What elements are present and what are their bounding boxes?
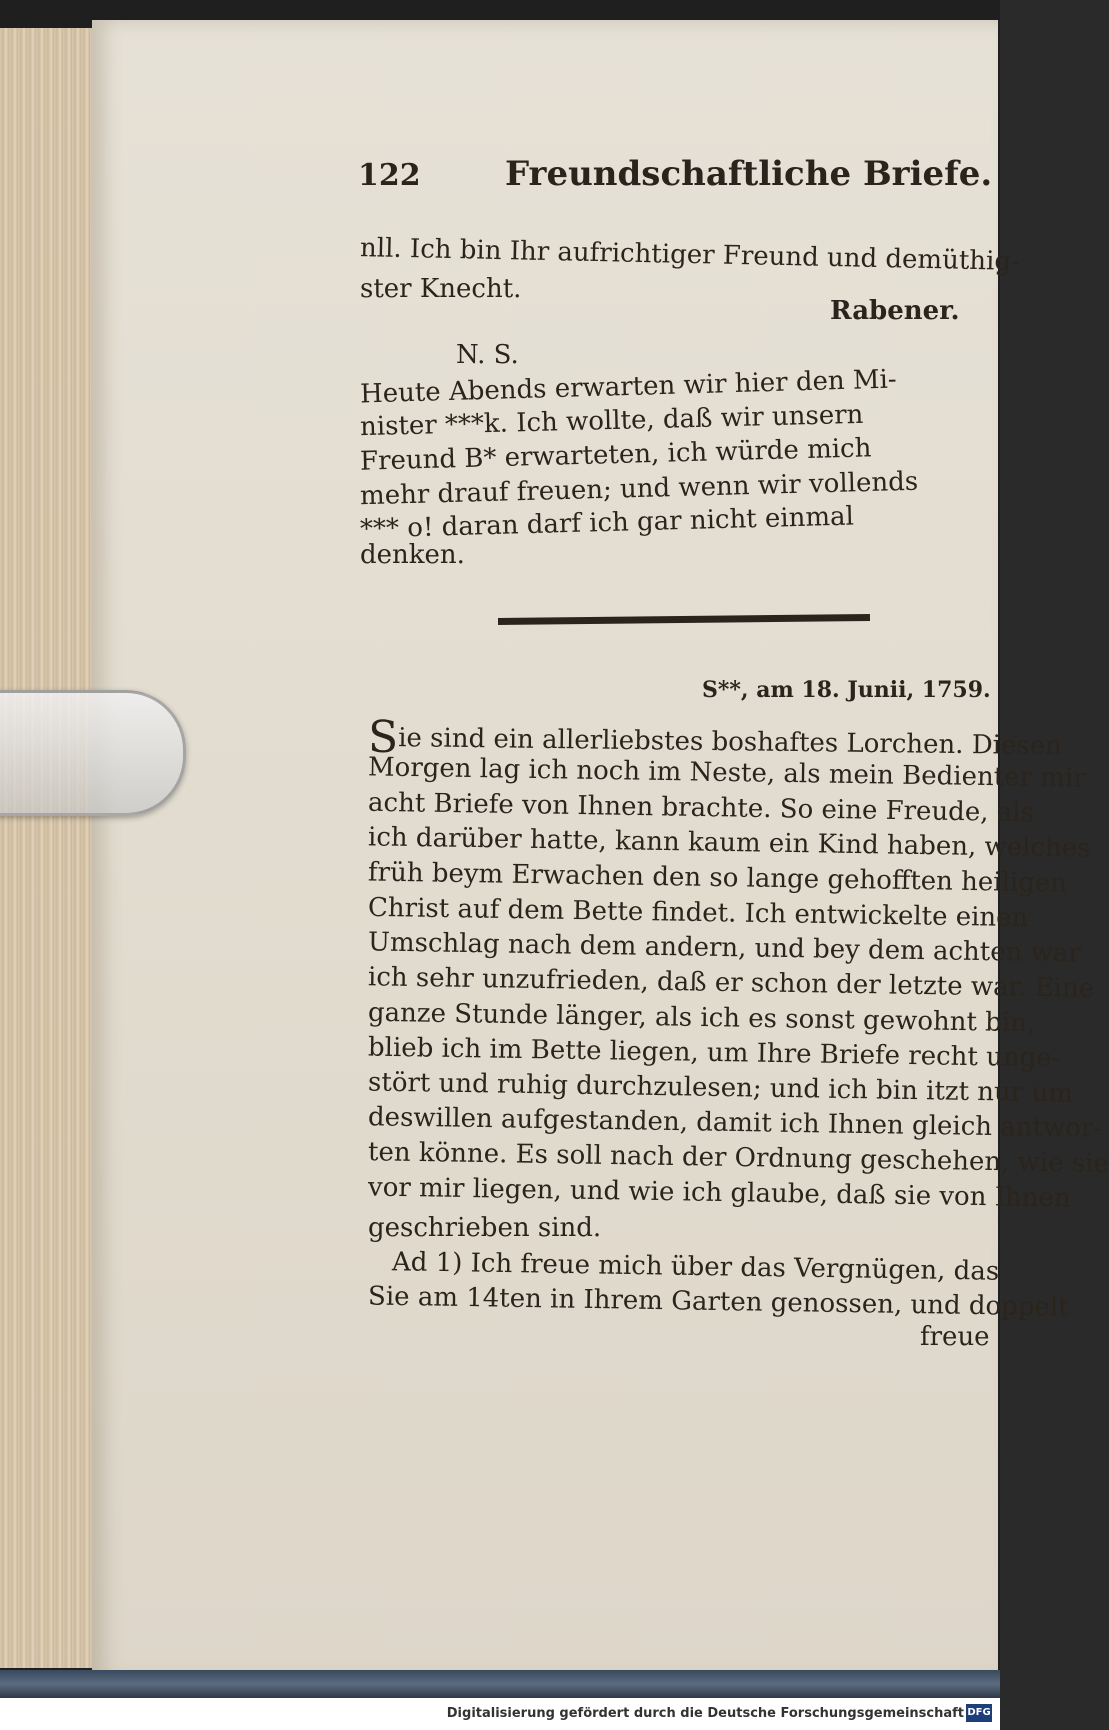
body-line: Umschlag nach dem andern, und bey dem achten war: [367, 927, 1082, 969]
postscript-line: Freund B* erwarteten, ich würde mich: [359, 433, 872, 477]
book-bottom-edge: [0, 1670, 1000, 1698]
body-line: ich sehr unzufrieden, daß er schon der letzte war. Eine: [367, 962, 1095, 1004]
book-clip: [0, 690, 186, 816]
body-line: deswillen aufgestanden, damit ich Ihnen gleich antwor-: [367, 1102, 1103, 1144]
body-line: geschrieben sind.: [368, 1213, 602, 1243]
postscript-line: Heute Abends erwarten wir hier den Mi-: [359, 364, 898, 410]
dateline: S**, am 18. Junii, 1759.: [702, 677, 991, 703]
body-line: vor mir liegen, und wie ich glaube, daß sie von Ihnen: [367, 1172, 1071, 1214]
drop-cap: S: [367, 711, 399, 764]
catchword: freue: [920, 1322, 990, 1352]
body-line: ten könne. Es soll nach der Ordnung geschehen, wie sie: [367, 1137, 1109, 1179]
body-line: früh beym Erwachen den so lange gehofften heiligen: [367, 857, 1068, 899]
page-stack-edge: [0, 28, 102, 1668]
page-number: 122: [358, 158, 421, 193]
digitization-credit: Digitalisierung gefördert durch die Deutsche Forschungsgemeinschaft: [446, 1706, 964, 1721]
running-title: Freundschaftliche Briefe.: [505, 154, 993, 194]
letter-end-line: ster Knecht.: [360, 274, 522, 304]
body-line: Morgen lag ich noch im Neste, als mein Bedienter mir: [367, 752, 1086, 794]
body-line: blieb ich im Bette liegen, um Ihre Briefe recht unge-: [367, 1032, 1061, 1074]
body-line: ganze Stunde länger, als ich es sonst gewohnt bin,: [367, 997, 1036, 1039]
body-line: Sie am 14ten in Ihrem Garten genossen, und doppelt: [367, 1281, 1069, 1323]
postscript-line: denken.: [360, 540, 465, 570]
body-line: ich darüber hatte, kann kaum ein Kind haben, welches: [367, 822, 1091, 864]
first-line-text: ie sind ein allerliebstes boshaftes Lorchen. Diesen: [397, 723, 1063, 762]
signature: Rabener.: [830, 296, 960, 326]
dfg-logo-icon: DFG: [966, 1704, 992, 1722]
postscript-label: N. S.: [456, 340, 519, 370]
postscript-line: *** o! daran darf ich gar nicht einmal: [359, 501, 855, 545]
body-line: Ad 1) Ich freue mich über das Vergnügen, das: [391, 1247, 1000, 1287]
body-line: Christ auf dem Bette findet. Ich entwickelte einen: [367, 892, 1029, 934]
postscript-line: nister ***k. Ich wollte, daß wir unsern: [359, 399, 864, 443]
letter-end-line: nll. Ich bin Ihr aufrichtiger Freund und demüthig-: [359, 233, 1021, 277]
body-line: stört und ruhig durchzulesen; und ich bin itzt nur um: [367, 1067, 1074, 1109]
postscript-line: mehr drauf freuen; und wenn wir vollends: [359, 466, 919, 512]
body-line: acht Briefe von Ihnen brachte. So eine Freude, als: [367, 787, 1035, 829]
